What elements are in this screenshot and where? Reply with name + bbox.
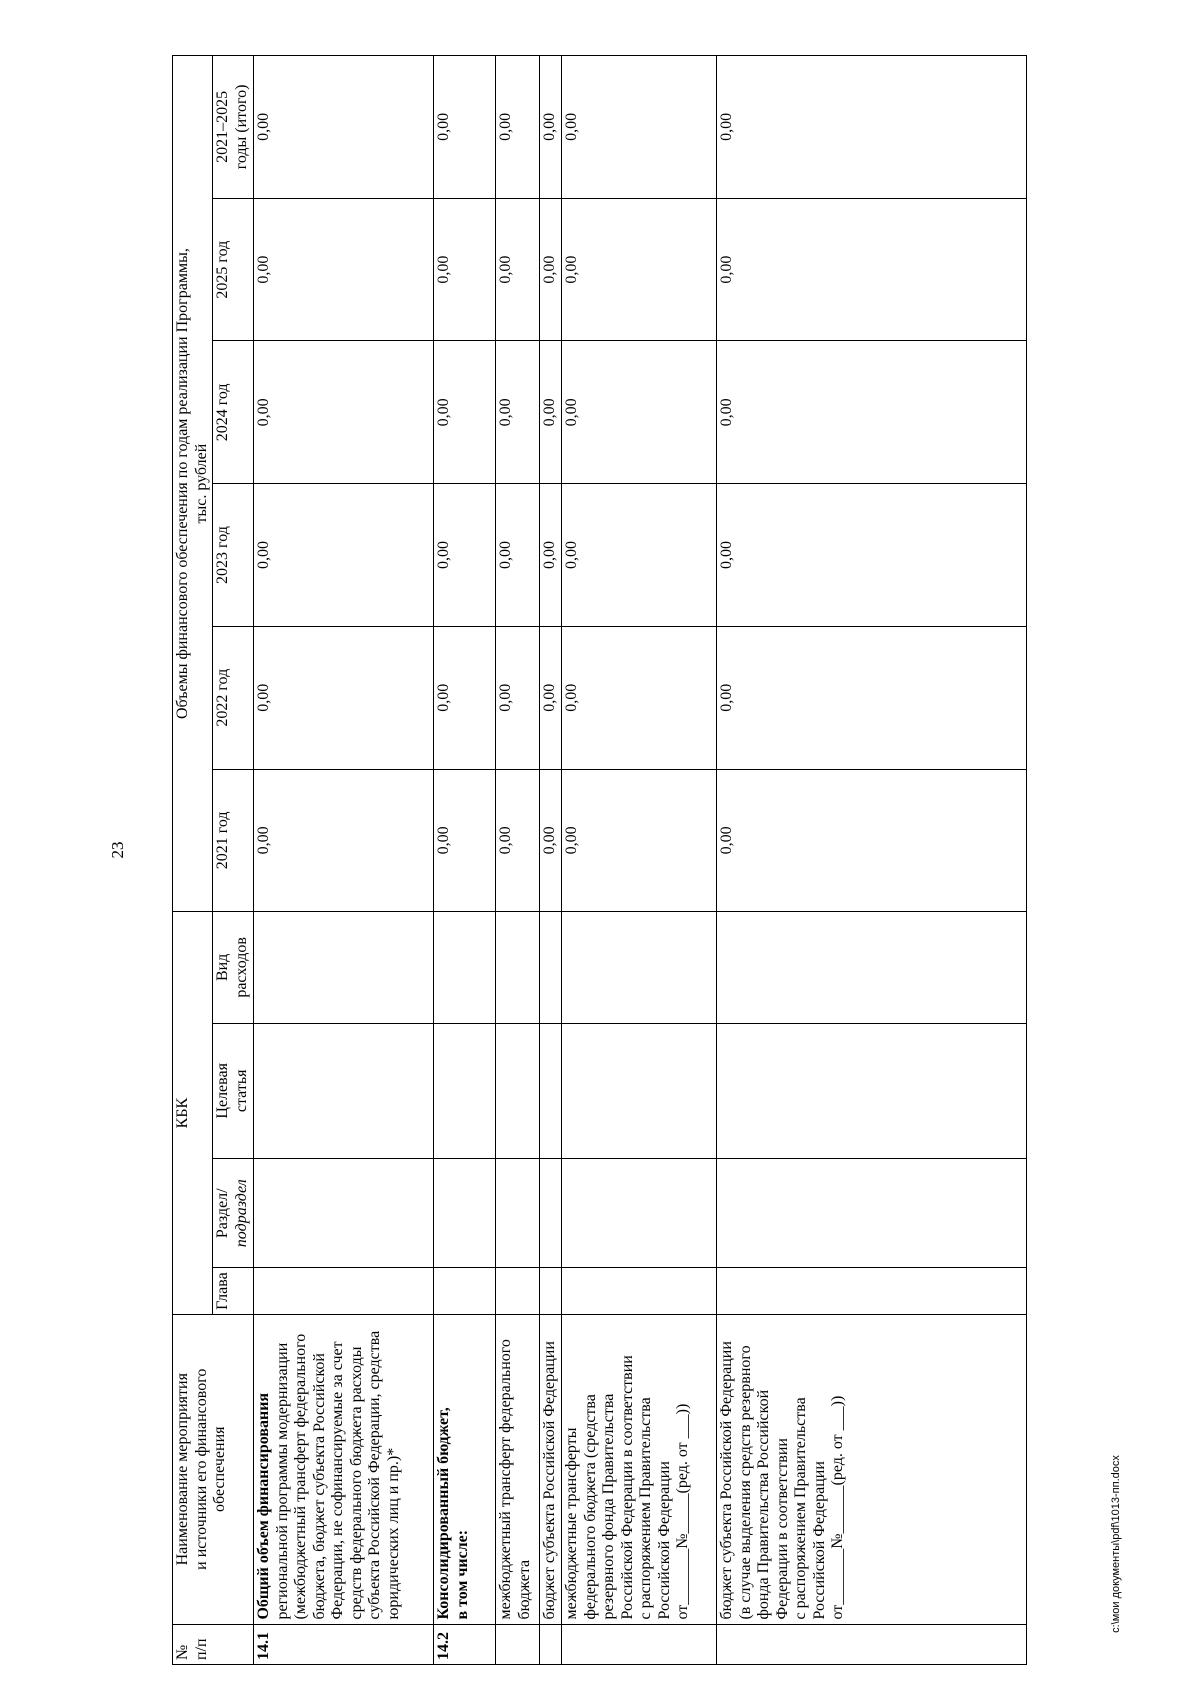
kbk-razdel-cell xyxy=(434,1159,496,1268)
kbk-tselevaya-cell xyxy=(434,1023,496,1159)
value-cell: 0,00 xyxy=(562,484,717,627)
value-cell: 0,00 xyxy=(434,484,496,627)
value-cell: 0,00 xyxy=(496,769,540,912)
kbk-glava-cell xyxy=(254,1268,434,1315)
kbk-tselevaya-cell xyxy=(540,1023,562,1159)
year-header-2022: 2022 год xyxy=(213,626,254,769)
row-name: Консолидированный бюджет, в том числе: xyxy=(434,1314,496,1624)
table-row xyxy=(496,56,540,1665)
value-cell: 0,00 xyxy=(496,198,540,341)
row-number: 14.2 xyxy=(434,1624,496,1664)
year-header-2024: 2024 год xyxy=(213,341,254,484)
row-name: бюджет субъекта Российской Федерации (в случае выделения средств резервного фонда Правительства Российской Федерации в соответствии с распоряжением Правительства Российской Федерации от_______№______(ред. от ___)) xyxy=(717,1314,1027,1624)
kbk-vid-cell xyxy=(540,912,562,1023)
row-number xyxy=(540,1624,562,1664)
funding-table xyxy=(172,55,1027,1665)
kbk-vid-cell xyxy=(434,912,496,1023)
value-cell: 0,00 xyxy=(254,769,434,912)
row-number xyxy=(562,1624,717,1664)
file-path-footer: c:\мои документы\pdf\1013-пп.docx xyxy=(1110,1455,1122,1633)
kbk-razdel-cell xyxy=(562,1159,717,1268)
kbk-glava-cell xyxy=(562,1268,717,1315)
value-cell: 0,00 xyxy=(540,198,562,341)
kbk-tselevaya-cell xyxy=(717,1023,1027,1159)
table-row xyxy=(540,56,562,1665)
value-cell: 0,00 xyxy=(717,626,1027,769)
kbk-glava-cell xyxy=(540,1268,562,1315)
year-header-2021: 2021 год xyxy=(213,769,254,912)
kbk-vid-cell xyxy=(496,912,540,1023)
value-cell: 0,00 xyxy=(717,484,1027,627)
value-cell: 0,00 xyxy=(434,769,496,912)
value-cell: 0,00 xyxy=(540,56,562,199)
value-cell: 0,00 xyxy=(562,626,717,769)
value-cell: 0,00 xyxy=(496,56,540,199)
kbk-vid-cell xyxy=(717,912,1027,1023)
row-name: бюджет субъекта Российской Федерации xyxy=(540,1314,562,1624)
kbk-glava-cell xyxy=(496,1268,540,1315)
row-name: межбюджетный трансферт федерального бюджета xyxy=(496,1314,540,1624)
kbk-tselevaya-cell xyxy=(254,1023,434,1159)
kbk-razdel-cell xyxy=(540,1159,562,1268)
value-cell: 0,00 xyxy=(434,56,496,199)
value-cell: 0,00 xyxy=(254,484,434,627)
row-number xyxy=(717,1624,1027,1664)
value-cell: 0,00 xyxy=(540,769,562,912)
header-row-top xyxy=(173,56,213,1665)
kbk-vid-cell xyxy=(254,912,434,1023)
kbk-razdel-cell xyxy=(717,1159,1027,1268)
kbk-glava-cell xyxy=(717,1268,1027,1315)
rotated-table-container xyxy=(172,55,1027,1665)
value-cell: 0,00 xyxy=(254,626,434,769)
value-cell: 0,00 xyxy=(717,56,1027,199)
value-cell: 0,00 xyxy=(562,198,717,341)
value-cell: 0,00 xyxy=(254,198,434,341)
value-cell: 0,00 xyxy=(434,341,496,484)
kbk-glava-cell xyxy=(434,1268,496,1315)
num-column-header: № п/п xyxy=(173,1624,254,1664)
kbk-tselevaya-cell xyxy=(562,1023,717,1159)
kbk-tselevaya-header: Целевая статья xyxy=(213,1023,254,1159)
table-row xyxy=(717,56,1027,1665)
kbk-header: КБК xyxy=(173,912,213,1315)
row-number xyxy=(496,1624,540,1664)
row-name: межбюджетные трансферты федерального бюджета (средства резервного фонда Правительства Российской Федерации в соответствии с распоряжением Правительства Российской Федерации от_______№_____(ред. от ___)) xyxy=(562,1314,717,1624)
kbk-razdel-header: Раздел/ подраздел xyxy=(213,1159,254,1268)
page-number: 23 xyxy=(108,841,127,859)
kbk-razdel-cell xyxy=(496,1159,540,1268)
value-cell: 0,00 xyxy=(496,484,540,627)
value-cell: 0,00 xyxy=(562,56,717,199)
kbk-razdel-cell xyxy=(254,1159,434,1268)
table-row xyxy=(434,56,496,1665)
year-header-total: 2021–2025 годы (итого) xyxy=(213,56,254,199)
row-number: 14.1 xyxy=(254,1624,434,1664)
value-cell: 0,00 xyxy=(540,484,562,627)
year-header-2023: 2023 год xyxy=(213,484,254,627)
table-row xyxy=(254,56,434,1665)
kbk-vid-cell xyxy=(562,912,717,1023)
value-cell: 0,00 xyxy=(496,341,540,484)
value-cell: 0,00 xyxy=(540,626,562,769)
value-cell: 0,00 xyxy=(496,626,540,769)
value-cell: 0,00 xyxy=(717,341,1027,484)
value-cell: 0,00 xyxy=(717,198,1027,341)
table-row xyxy=(562,56,717,1665)
funding-header: Объемы финансового обеспечения по годам реализации Программы, тыс. рублей xyxy=(173,56,213,912)
value-cell: 0,00 xyxy=(717,769,1027,912)
kbk-tselevaya-cell xyxy=(496,1023,540,1159)
value-cell: 0,00 xyxy=(562,769,717,912)
name-column-header: Наименование мероприятия и источники его финансового обеспечения xyxy=(173,1314,254,1624)
value-cell: 0,00 xyxy=(434,198,496,341)
kbk-vid-header: Вид расходов xyxy=(213,912,254,1023)
year-header-2025: 2025 год xyxy=(213,198,254,341)
row-name: Общий объем финансирования региональной программы модернизации (межбюджетный трансферт федерального бюджета, бюджет субъекта Российской Федерации, не софинансируемые за счет средств федерального бюджета расходы субъекта Российской Федерации, средства юридических лиц и пр.)* xyxy=(254,1314,434,1624)
kbk-glava-header: Глава xyxy=(213,1268,254,1315)
value-cell: 0,00 xyxy=(540,341,562,484)
value-cell: 0,00 xyxy=(562,341,717,484)
value-cell: 0,00 xyxy=(434,626,496,769)
value-cell: 0,00 xyxy=(254,56,434,199)
value-cell: 0,00 xyxy=(254,341,434,484)
